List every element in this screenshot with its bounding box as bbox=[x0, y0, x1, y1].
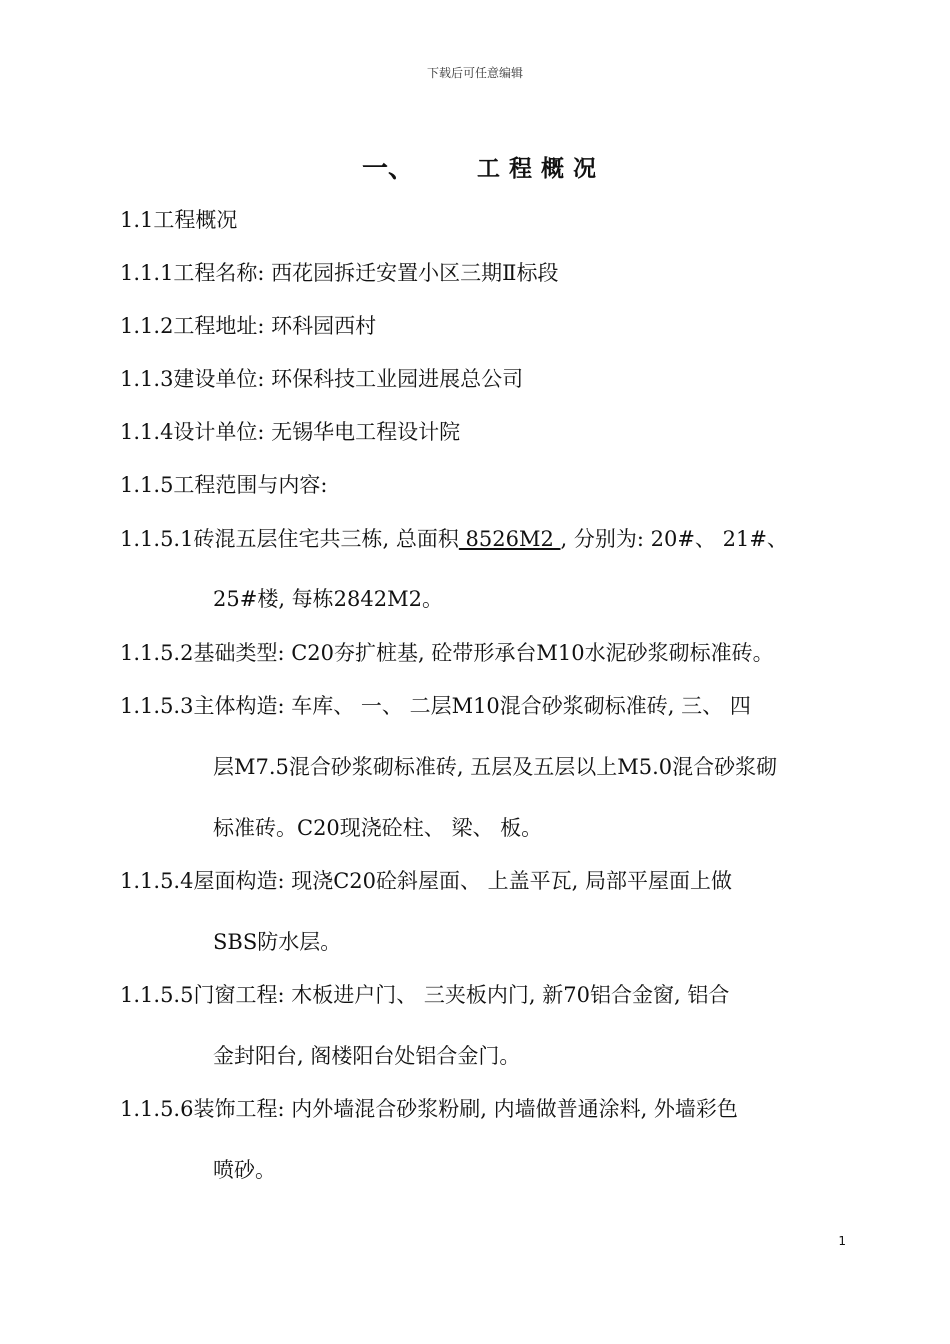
page-number: 1 bbox=[838, 1234, 846, 1248]
item-4-line-2: SBS防水层。 bbox=[213, 930, 342, 954]
item-2-line-1: 1.1.5.2基础类型: C20夯扩桩基, 砼带形承台M10水泥砂浆砌标准砖。 bbox=[120, 641, 774, 665]
section-title bbox=[0, 148, 950, 188]
heading-1-1: 1.1工程概况 bbox=[120, 208, 238, 232]
item-3-line-1: 1.1.5.3主体构造: 车库、 一、 二层M10混合砂浆砌标准砖, 三、 四 bbox=[120, 694, 751, 718]
total-area-value: 8526M2 bbox=[458, 527, 561, 551]
item-5-line-1: 1.1.5.5门窗工程: 木板进户门、 三夹板内门, 新70铝合金窗, 铝合 bbox=[120, 983, 730, 1007]
item-6-line-1: 1.1.5.6装饰工程: 内外墙混合砂浆粉刷, 内墙做普通涂料, 外墙彩色 bbox=[120, 1097, 738, 1121]
page-header: 下载后可任意编辑 bbox=[426, 66, 523, 80]
project-address: 1.1.2工程地址: 环科园西村 bbox=[120, 314, 377, 338]
section-number: 一、 bbox=[362, 154, 415, 184]
item-5-line-2: 金封阳台, 阁楼阳台处铝合金门。 bbox=[213, 1044, 521, 1068]
project-name: 1.1.1工程名称: 西花园拆迁安置小区三期Ⅱ标段 bbox=[120, 261, 559, 285]
item-1-text-a: 1.1.5.1砖混五层住宅共三栋, 总面积 bbox=[120, 527, 459, 551]
item-3-line-2: 层M7.5混合砂浆砌标准砖, 五层及五层以上M5.0混合砂浆砌 bbox=[213, 755, 778, 779]
item-4-line-1: 1.1.5.4屋面构造: 现浇C20砼斜屋面、 上盖平瓦, 局部平屋面上做 bbox=[120, 869, 733, 893]
scope-heading: 1.1.5工程范围与内容: bbox=[120, 473, 328, 497]
item-6-line-2: 喷砂。 bbox=[213, 1158, 276, 1182]
item-1-line-2: 25#楼, 每栋2842M2。 bbox=[213, 587, 443, 611]
item-3-line-3: 标准砖。C20现浇砼柱、 梁、 板。 bbox=[213, 816, 543, 840]
design-unit: 1.1.4设计单位: 无锡华电工程设计院 bbox=[120, 420, 461, 444]
item-1-text-b: , 分别为: 20#、 21#、 bbox=[560, 527, 788, 551]
construction-unit: 1.1.3建设单位: 环保科技工业园进展总公司 bbox=[120, 367, 524, 391]
item-1-line-1 bbox=[120, 524, 788, 554]
section-title-text: 工程概况 bbox=[477, 156, 605, 182]
